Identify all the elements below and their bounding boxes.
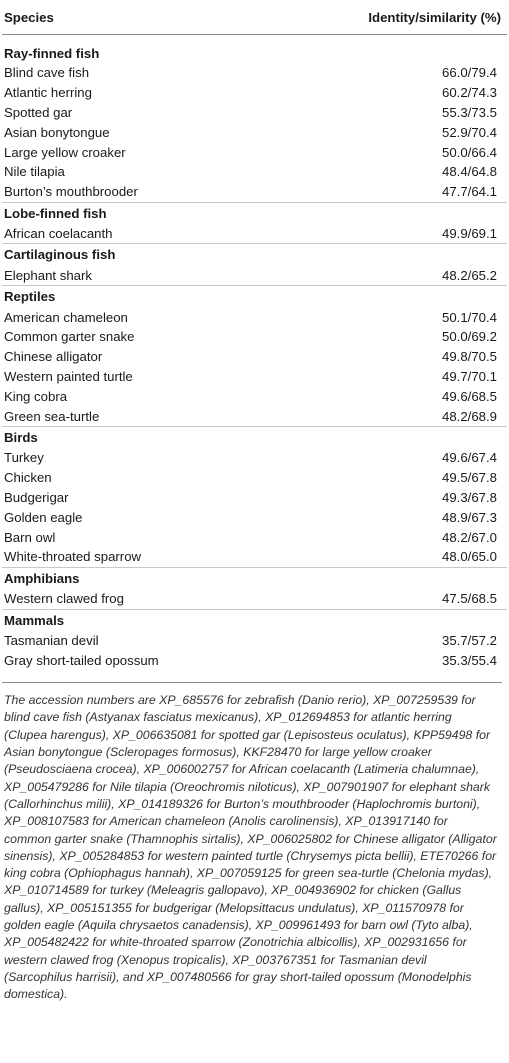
table-row <box>2 386 507 406</box>
species-cell: King cobra <box>4 388 68 404</box>
group-heading: Amphibians <box>2 567 507 589</box>
identity-similarity-cell: 48.2/68.9 <box>442 408 497 424</box>
table-row <box>2 468 507 488</box>
table-row <box>2 448 507 468</box>
table-row <box>2 122 507 142</box>
species-cell: Atlantic herring <box>4 85 92 101</box>
identity-similarity-cell: 50.0/69.2 <box>442 329 497 345</box>
table-row <box>2 507 507 527</box>
identity-similarity-cell: 49.6/68.5 <box>442 388 497 404</box>
table-row <box>2 547 507 567</box>
species-cell: Western clawed frog <box>4 591 124 607</box>
species-cell: Barn owl <box>4 529 56 545</box>
species-cell: Tasmanian devil <box>4 632 99 648</box>
table-row <box>2 488 507 508</box>
group-heading: Reptiles <box>2 286 507 308</box>
group-row <box>2 567 507 589</box>
species-cell: Budgerigar <box>4 489 69 505</box>
table-row <box>2 162 507 182</box>
species-cell: Nile tilapia <box>4 164 65 180</box>
table-row <box>2 527 507 547</box>
identity-similarity-cell: 49.3/67.8 <box>442 489 497 505</box>
identity-similarity-cell: 50.1/70.4 <box>442 309 497 325</box>
identity-similarity-cell: 48.9/67.3 <box>442 509 497 525</box>
species-cell: Turkey <box>4 450 44 466</box>
table-row <box>2 63 507 83</box>
species-cell: White-throated sparrow <box>4 549 142 565</box>
table-row <box>2 327 507 347</box>
species-column-header: Species <box>2 0 322 35</box>
species-cell: Western painted turtle <box>4 368 133 384</box>
table-row <box>2 406 507 426</box>
identity-similarity-cell: 50.0/66.4 <box>442 144 497 160</box>
identity-similarity-cell: 66.0/79.4 <box>442 65 497 81</box>
identity-similarity-cell: 49.6/67.4 <box>442 450 497 466</box>
table-row <box>2 265 507 285</box>
table-row <box>2 631 507 651</box>
group-row <box>2 35 507 64</box>
species-cell: Asian bonytongue <box>4 124 110 140</box>
identity-similarity-cell: 49.9/69.1 <box>442 225 497 241</box>
species-cell: American chameleon <box>4 309 128 325</box>
identity-similarity-cell: 47.5/68.5 <box>442 591 497 607</box>
table-row <box>2 103 507 123</box>
identity-similarity-cell: 48.4/64.8 <box>442 164 497 180</box>
table-row <box>2 182 507 202</box>
identity-similarity-cell: 48.0/65.0 <box>442 549 497 565</box>
table-row <box>2 347 507 367</box>
group-heading: Lobe-finned fish <box>2 202 507 224</box>
table-row <box>2 224 507 244</box>
group-row <box>2 286 507 308</box>
group-row <box>2 202 507 224</box>
table-row <box>2 142 507 162</box>
identity-similarity-cell: 35.3/55.4 <box>442 652 497 668</box>
identity-similarity-cell: 49.8/70.5 <box>442 349 497 365</box>
species-cell: African coelacanth <box>4 225 113 241</box>
table-row <box>2 650 507 676</box>
species-cell: Blind cave fish <box>4 65 90 81</box>
group-heading: Cartilaginous fish <box>2 244 507 266</box>
identity-similarity-cell: 47.7/64.1 <box>442 184 497 200</box>
species-cell: Chinese alligator <box>4 349 103 365</box>
identity-table <box>2 0 507 676</box>
species-cell: Golden eagle <box>4 509 83 525</box>
identity-similarity-cell: 55.3/73.5 <box>442 104 497 120</box>
group-row <box>2 244 507 266</box>
species-cell: Green sea-turtle <box>4 408 100 424</box>
species-cell: Gray short-tailed opossum <box>4 652 159 668</box>
header-row <box>2 0 507 35</box>
group-heading: Ray-finned fish <box>4 46 100 61</box>
identity-similarity-cell: 52.9/70.4 <box>442 124 497 140</box>
table-footnote: The accession numbers are XP_685576 for zebrafish (Danio rerio), XP_007259539 for blind cave fish (Astyanax fasciatus mexicanus), XP_012694853 for atlantic herring (Clupea harengus), XP_006635081 for spotted gar (Lepisosteus oculatus), KPP59498 for Asian bonytongue (Scleropages formosus), KKF28470 for large yellow croaker (Pseudosciaena crocea), XP_006002757 for African coelacanth (Latimeria chalumnae), XP_005479286 for Nile tilapia (Oreochromis niloticus), XP_007901907 for elephant shark (Callorhinchus milii), XP_014189326 for Burton’s mouthbrooder (Haplochromis burtoni), XP_008107583 for American chameleon (Anolis carolinensis), XP_013917140 for common garter snake (Thamnophis sirtalis), XP_006025802 for Chinese alligator (Alligator sinensis), XP_005284853 for western painted turtle (Chrysemys picta bellii), ETE70266 for king cobra (Ophiophagus hannah), XP_007059125 for green sea-turtle (Chelonia mydas), XP_010714589 for turkey (Meleagris gallopavo), XP_004936902 for chicken (Gallus gallus), XP_005151355 for budgerigar (Melopsittacus undulatus), XP_011570978 for golden eagle (Aquila chrysaetos canadensis), XP_009961493 for barn owl (Tyto alba), XP_005482422 for white-throated sparrow (Zonotrichia albicollis), XP_002931656 for western clawed frog (Xenopus tropicalis), XP_003767351 for Tasmanian devil (Sarcophilus harrisii), and XP_007480566 for gray short-tailed opossum (Monodelphis domestica). <box>2 682 502 1003</box>
group-heading: Mammals <box>2 609 507 631</box>
species-cell: Common garter snake <box>4 329 135 345</box>
identity-similarity-cell: 48.2/65.2 <box>442 267 497 283</box>
table-body <box>2 35 507 677</box>
table-row <box>2 83 507 103</box>
species-cell: Elephant shark <box>4 267 92 283</box>
group-heading: Birds <box>2 426 507 448</box>
species-cell: Chicken <box>4 470 52 486</box>
identity-similarity-cell: 49.7/70.1 <box>442 368 497 384</box>
group-row <box>2 426 507 448</box>
table-row <box>2 307 507 327</box>
table-row <box>2 367 507 387</box>
identity-similarity-cell: 49.5/67.8 <box>442 470 497 486</box>
table-row <box>2 589 507 609</box>
table-header <box>2 0 507 35</box>
identity-column-header: Identity/similarity (%) <box>322 0 507 35</box>
species-cell: Spotted gar <box>4 104 73 120</box>
identity-similarity-cell: 60.2/74.3 <box>442 85 497 101</box>
group-row <box>2 609 507 631</box>
species-cell: Large yellow croaker <box>4 144 126 160</box>
identity-similarity-cell: 48.2/67.0 <box>442 529 497 545</box>
species-cell: Burton’s mouthbrooder <box>4 184 138 200</box>
identity-similarity-cell: 35.7/57.2 <box>442 632 497 648</box>
